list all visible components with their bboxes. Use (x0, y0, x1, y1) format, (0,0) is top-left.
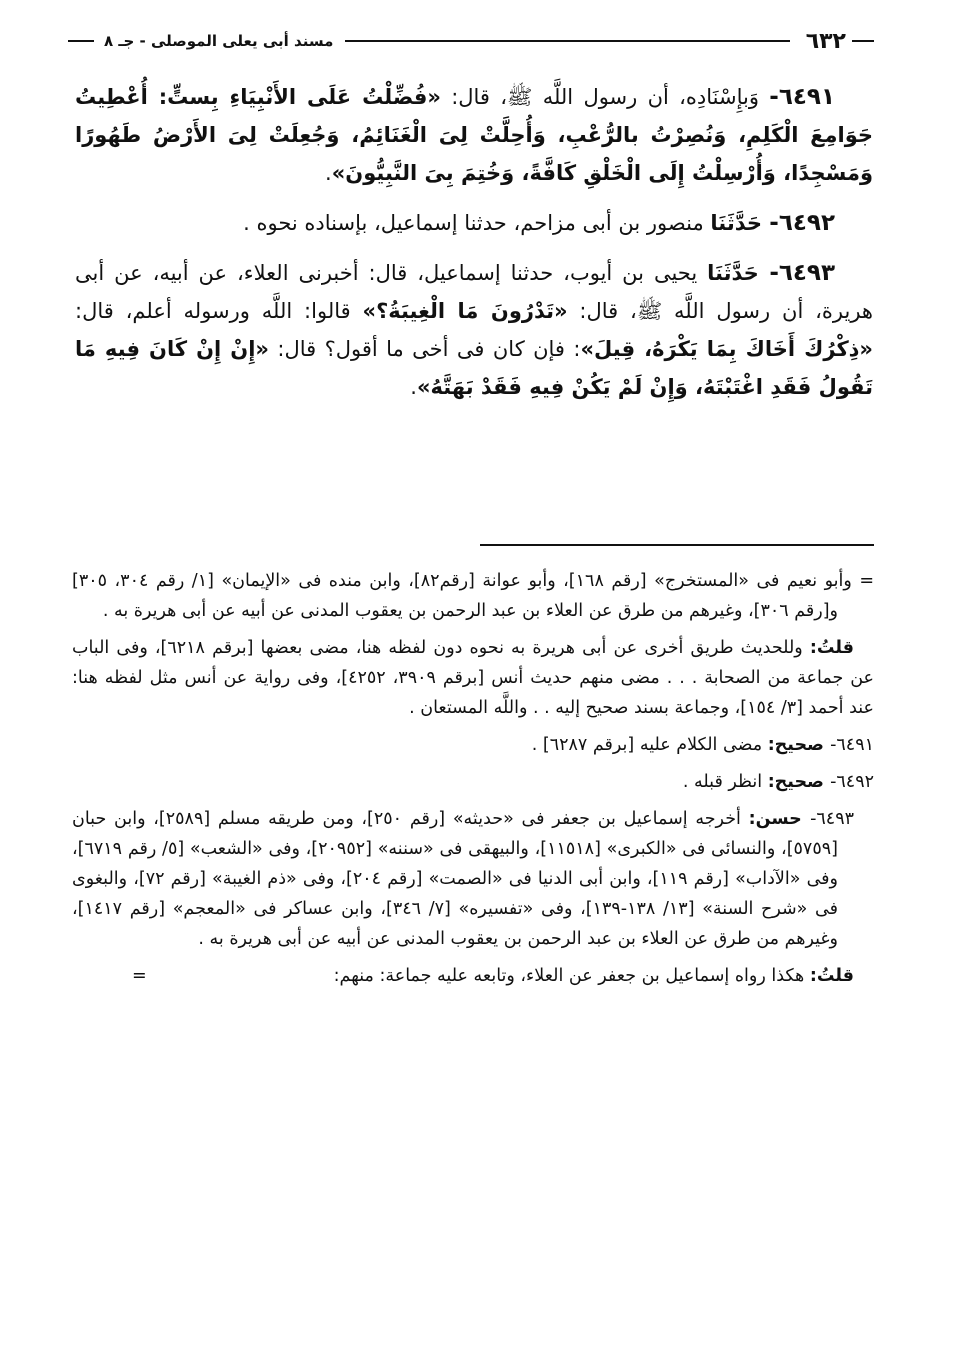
footnote-grade: صحيح: (767, 772, 831, 792)
hadith-text: قالوا: اللَّه ورسوله أعلم، قال: (75, 299, 363, 323)
hadith-number: ٦٤٩٣- (769, 260, 836, 286)
hadith-text: : فإن كان فى أخى ما أقول؟ قال: (268, 337, 581, 361)
continuation-mark: = (132, 966, 147, 986)
hadith-6493 (75, 254, 873, 406)
remark-label: قلتُ: (809, 966, 854, 986)
hadith-quote: «تَدْرُونَ مَا الْغِيبَةُ؟» (362, 299, 568, 323)
footnote-grade: حسن: (748, 809, 811, 829)
footnote-6491 (72, 730, 874, 760)
hadith-lead: حَدَّثَنَا (710, 211, 770, 235)
footnote-continuation: = وأبو نعيم فى «المستخرج» [رقم ١٦٨]، وأبو عوانة [رقم٨٢]، وابن منده فى «الإيمان» [١/ رقم ٣٠٤، ٣٠٥] و[رقم ٣٠٦]، وغيرهم من طرق عن العلاء بن عبد الرحمن بن يعقوب المدنى عن أبيه عن أبى هريرة به . (72, 571, 874, 621)
header-rule (345, 40, 789, 42)
hadith-quote: «ذِكْرُكَ أَخَاكَ بِمَا يَكْرَهُ، قِيلَ» (580, 337, 873, 361)
hadith-number: ٦٤٩١- (769, 84, 835, 110)
hadith-number: ٦٤٩٢- (769, 210, 835, 236)
footnotes (72, 566, 874, 991)
page-header (68, 26, 874, 56)
header-dash-left (68, 40, 94, 42)
header-dash-right (852, 40, 874, 42)
footnote-text: انظر قبله . (682, 772, 768, 792)
hadith-intro: وَبإِسْنَادِه، أن رسول اللَّه ﷺ، قال: (440, 85, 770, 109)
hadith-quote: «فُضِّلْتُ عَلَى الأَنْبِيَاءِ بِستٍّ: أُعْطِيتُ جَوَامِعَ الْكَلِمِ، وَنُصِرْتُ بالرُّعْبِ، وَأُحِلَّتْ لِىَ الْغَنَائِمُ، وَجُعِلَتْ لِىَ الأَرْضُ طَهُورًا وَمَسْجِدًا، وَأُرْسِلْتُ إِلَى الْخَلْقِ كَافَّةً، وَخُتِمَ بِىَ النَّبِيُّونَ» (75, 85, 873, 185)
footnote-6492 (72, 767, 874, 797)
hadith-quote: «إِنْ إِنْ كَانَ فِيهِ مَا تَقُولُ فَقَدِ اغْتَبْتَهُ، وَإِنْ لَمْ يَكُنْ فِيهِ فَقَدْ بَهَتَّهُ» (75, 337, 873, 399)
hadith-end: . (325, 161, 332, 185)
remark-text: وللحديث طريق أخرى عن أبى هريرة به نحوه دون لفظه هنا، مضى بعضها [برقم ٦٢١٨]، وفى الباب عن جماعة من الصحابة . . . مضى منهم حديث أنس [برقم ٣٩٠٩، ٤٢٥٢]، وفى رواية عن أنس مثل لفظه هنا: عند أحمد [٣/ ١٥٤]، وجماعة بسند صحيح إليه . . واللَّه المستعان . (72, 638, 874, 718)
remark-text: هكذا رواه إسماعيل بن جعفر عن العلاء، وتابعه عليه جماعة: منهم: (333, 966, 810, 986)
hadith-text-body (75, 78, 873, 418)
footnote-grade: صحيح: (767, 735, 831, 755)
footnote-text: أخرجه إسماعيل بن جعفر فى «حديثه» [رقم ٢٥٠]، ومن طريقه مسلم [٢٥٨٩]، وابن حبان [٥٧٥٩]، والنسائى فى «الكبرى» [١١٥١٨]، والبيهقى فى «سننه» [٢٠٩٥٢]، وفى «الشعب» [٥/ رقم ٦٧١٩]، وفى «الآداب» [رقم ١١٩]، وابن أبى الدنيا فى «الصمت» [رقم ٢٠٤]، وفى «ذم الغيبة» [رقم ٧٢]، والبغوى فى «شرح السنة» [١٣/ ١٣٨-١٣٩]، وفى «تفسيره» [٧/ ٣٤٦]، وابن عساكر فى «المعجم» [رقم ١٤١٧]، وغيرهم من طرق عن العلاء بن عبد الرحمن بن يعقوب المدنى عن أبيه عن أبى هريرة به . (72, 809, 839, 949)
running-title: مسند أبى يعلى الموصلى - جـ ٨ (104, 32, 334, 50)
hadith-6491 (75, 78, 873, 192)
hadith-6492 (75, 204, 873, 242)
footnote-number: ٦٤٩٢- (830, 772, 874, 792)
remark-label: قلتُ: (809, 638, 854, 658)
footnote-separator (480, 544, 874, 546)
remark-line (334, 961, 854, 991)
hadith-text: منصور بن أبى مزاحم، حدثنا إسماعيل، بإسناده نحوه . (243, 211, 711, 235)
footnote-text: مضى الكلام عليه [برقم ٦٢٨٧] . (531, 735, 768, 755)
hadith-text: يحيى بن أيوب، حدثنا إسماعيل، قال: أخبرنى العلاء، عن أبيه، عن أبى هريرة، أن رسول اللَّه ﷺ، قال: (75, 261, 873, 323)
hadith-end: . (410, 375, 417, 399)
footnote-remark-final (72, 961, 874, 991)
footnote-number: ٦٤٩١- (830, 735, 874, 755)
footnote-remark (72, 633, 874, 723)
hadith-lead: حَدَّثَنَا (707, 261, 770, 285)
page-number: ٦٣٢ (805, 28, 846, 54)
footnote-6493 (72, 804, 874, 954)
footnote-number: ٦٤٩٣- (810, 809, 854, 829)
